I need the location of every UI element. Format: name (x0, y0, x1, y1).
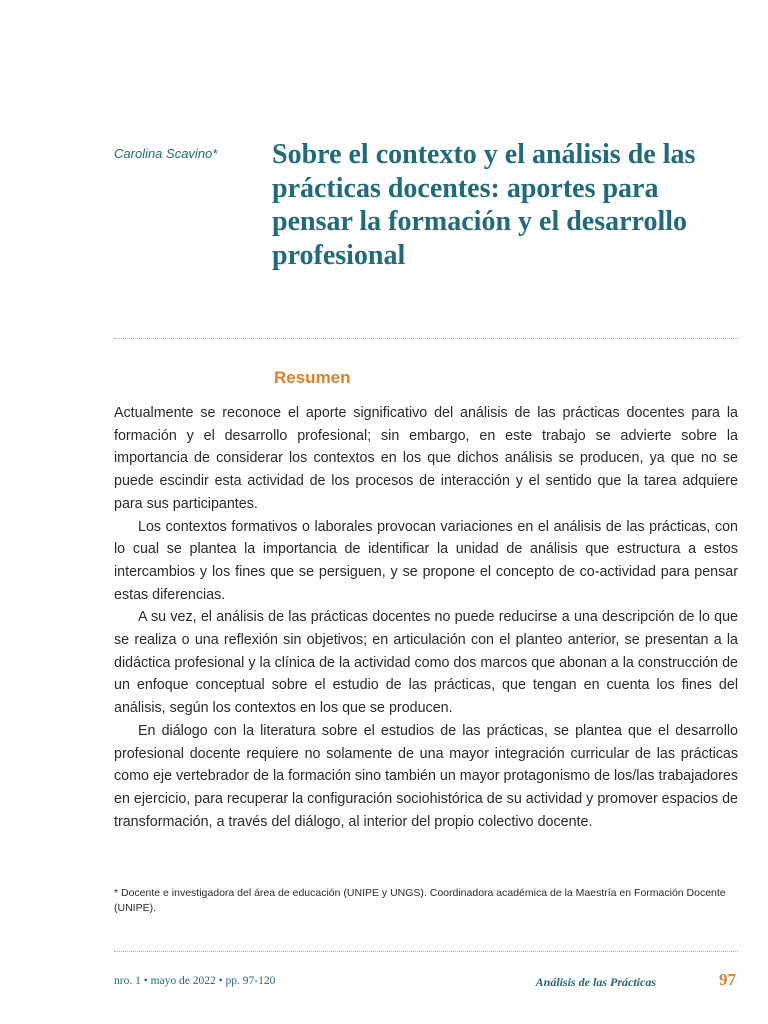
journal-name: Análisis de las Prácticas (535, 975, 656, 989)
abstract-paragraph: Actualmente se reconoce el aporte significativo del análisis de las prácticas docentes para la formación y el desarrollo profesional; sin embargo, en este trabajo se advierte sobre la importancia de considerar los contextos en los que dichos análisis se producen, ya que no se puede escindir esta actividad de los procesos de interacción y el sentido que la tarea adquiere para sus participantes. (114, 405, 738, 512)
author-name: Carolina Scavino* (114, 146, 218, 161)
abstract-heading: Resumen (274, 368, 351, 387)
issue-info: nro. 1 • mayo de 2022 • pp. 97-120 (114, 975, 276, 987)
author-footnote: * Docente e investigadora del área de educación (UNIPE y UNGS). Coordinadora académica de la Maestría en Formación Docente (UNIPE). (114, 887, 726, 914)
abstract-body (114, 402, 738, 833)
abstract-paragraph: A su vez, el análisis de las prácticas docentes no puede reducirse a una descripción de lo que se realiza o una reflexión sin objetivos; en articulación con el planteo anterior, se presentan a la didáctica profesional y la clínica de la actividad como dos marcos que abonan a la construcción de un enfoque conceptual sobre el estudio de las prácticas, que tengan en cuenta los fines del análisis, según los contextos en los que se producen. (114, 609, 738, 717)
page-number: 97 (719, 970, 736, 989)
abstract-paragraph: Los contextos formativos o laborales provocan variaciones en el análisis de las prácticas, con lo cual se plantea la importancia de identificar la unidad de análisis que estructura a estos intercambios y los fines que se persiguen, y se propone el concepto de co-actividad para pensar estas diferencias. (114, 518, 738, 603)
bottom-divider (114, 951, 738, 952)
article-title: Sobre el contexto y el análisis de las prácticas docentes: aportes para pensar la formación y el desarrollo profesional (272, 139, 696, 271)
top-divider (114, 338, 738, 339)
abstract-paragraph: En diálogo con la literatura sobre el estudios de las prácticas, se plantea que el desarrollo profesional docente requiere no solamente de una mayor integración curricular de las prácticas como eje vertebrador de la formación sino también un mayor protagonismo de los/las trabajadores en ejercicio, para recuperar la configuración sociohistórica de su actividad y promover espacios de transformación, a través del diálogo, al interior del propio colectivo docente. (114, 722, 738, 830)
